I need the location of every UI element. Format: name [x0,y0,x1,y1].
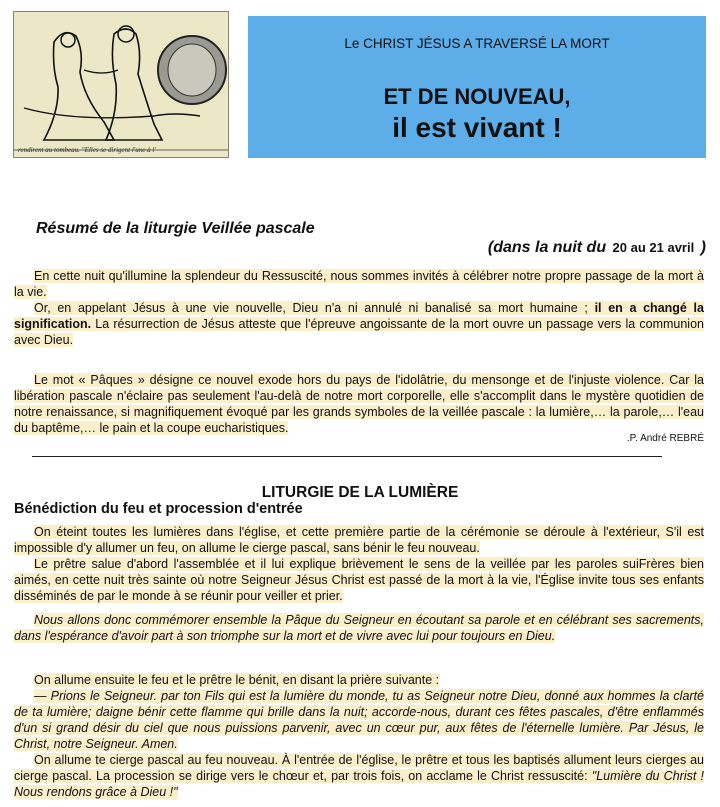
section-divider [32,456,662,457]
liturgie-prayer [14,688,704,752]
liturgie-paragraph-2 [14,556,704,604]
liturgie-p6-text: On allume te cierge pascal au feu nouveau. À l'entrée de l'église, le prêtre et tous les baptisés allument leurs cierges au cierge pascal. La procession se dirige vers le chœur et, par trois fois, on acclame le Christ ressuscité: [14,753,704,783]
resume-p2-bold: il en a changé la signification. [14,301,704,331]
liturgie-paragraph-3 [14,612,704,644]
banner-line-2: ET DE NOUVEAU, [383,84,571,109]
resume-title: Résumé de la liturgie Veillée pascale [36,220,315,237]
author-signature: .P. André REBRÉ [626,433,704,444]
liturgie-p1-text: On éteint toutes les lumières dans l'église, et cette première partie de la cérémonie se déroule à l'extérieur, S'il est impossible d'y allumer un feu, on allume le cierge pascal, sans bénir le feu nouveau. [14,525,704,555]
liturgie-paragraph-4 [14,672,704,688]
liturgie-p3-text: Nous allons donc commémorer ensemble la Pâque du Seigneur en écoutant sa parole et en célébrant ses sacrements, dans l'espérance d'avoir part à son triomphe sur la mort et de vivre avec lui pour toujours en Dieu. [14,613,704,643]
resume-p1-text: En cette nuit qu'illumine la splendeur du Ressuscité, nous sommes invités à célébrer notre propre passage de la mort à la vie. [14,269,704,299]
banner-line-1 [248,36,706,51]
liturgie-p2-text: Le prêtre salue d'abord l'assemblée et il lui explique brièvement le sens de la veillée par les paroles suiFrères bien aimés, en cette nuit très sainte où notre Seigneur Jésus Christ est passé de la mort à la vie, l'Église invite tous ses enfants disséminés de par le monde à se réunir pour veiller et prier. [14,557,704,603]
resume-paragraph-2 [14,300,704,348]
illustration-caption: rendirent au tombeau. "Elles se dirigent l'une à l' [18,146,156,154]
banner-line-3: il est vivant ! [392,112,562,143]
liturgie-p5-text: — Prions le Seigneur. par ton Fils qui est la lumière du monde, tu as Seigneur notre Dieu, donné aux hommes la clarté de ta lumière; daigne bénir cette flamme qui brille dans la nuit; accorde-nous, durant ces fêtes pascales, d'être enflammés d'un si grand désir du ciel que nous puissions parvenir, avec un cœur pur, aux fêtes de l'éternelle lumière. Par Jésus, le Christ, notre Seigneur. Amen. [14,689,704,751]
liturgie-paragraph-1 [14,524,704,556]
liturgie-paragraph-6 [14,752,704,800]
banner-line-1-prefix: Le [344,36,360,51]
resurrection-illustration [13,11,229,158]
title-banner [248,16,706,158]
night-suffix: ) [700,239,706,256]
night-prefix: (dans la nuit du [487,239,607,256]
acclamation-quote: "Lumière du Christ ! Nous rendons grâce à Dieu !" [14,769,704,799]
banner-line-1-rest: CHRIST JÉSUS A TRAVERSÉ LA MORT [363,36,610,51]
holy-women-drawing [14,12,229,158]
resume-p3-text: Le mot « Pâques » désigne ce nouvel exode hors du pays de l'idolâtrie, du mensonge et de l'injuste violence. Car la libération pascale n'éclaire pas seulement l'au-delà de notre mort corporelle, elle s'accomplit dans le mystère quotidien de notre renaissance, si magnifiquement évoqué par les grands symboles de la veillée pascale : la lumière,… la parole,… l'eau du baptême,… le pain et la coupe eucharistiques. [14,373,704,435]
resume-paragraph-3 [14,372,704,436]
night-date-line [488,239,706,257]
resume-paragraph-1 [14,268,704,300]
liturgie-subtitle: Bénédiction du feu et procession d'entrée [14,501,303,517]
resume-p2-text-a: Or, en appelant Jésus à une vie nouvelle, Dieu n'a ni annulé ni banalisé sa mort humaine ; [34,301,588,315]
liturgie-p4-text: On allume ensuite le feu et le prêtre le bénit, en disant la prière suivante : [34,673,440,687]
liturgie-title: LITURGIE DE LA LUMIÈRE [261,484,459,501]
night-dates: 20 au 21 avril [612,240,695,255]
resume-p2-text-b: La résurrection de Jésus atteste que l'épreuve angoissante de la mort ouvre un passage vers la communion avec Dieu. [14,317,704,347]
